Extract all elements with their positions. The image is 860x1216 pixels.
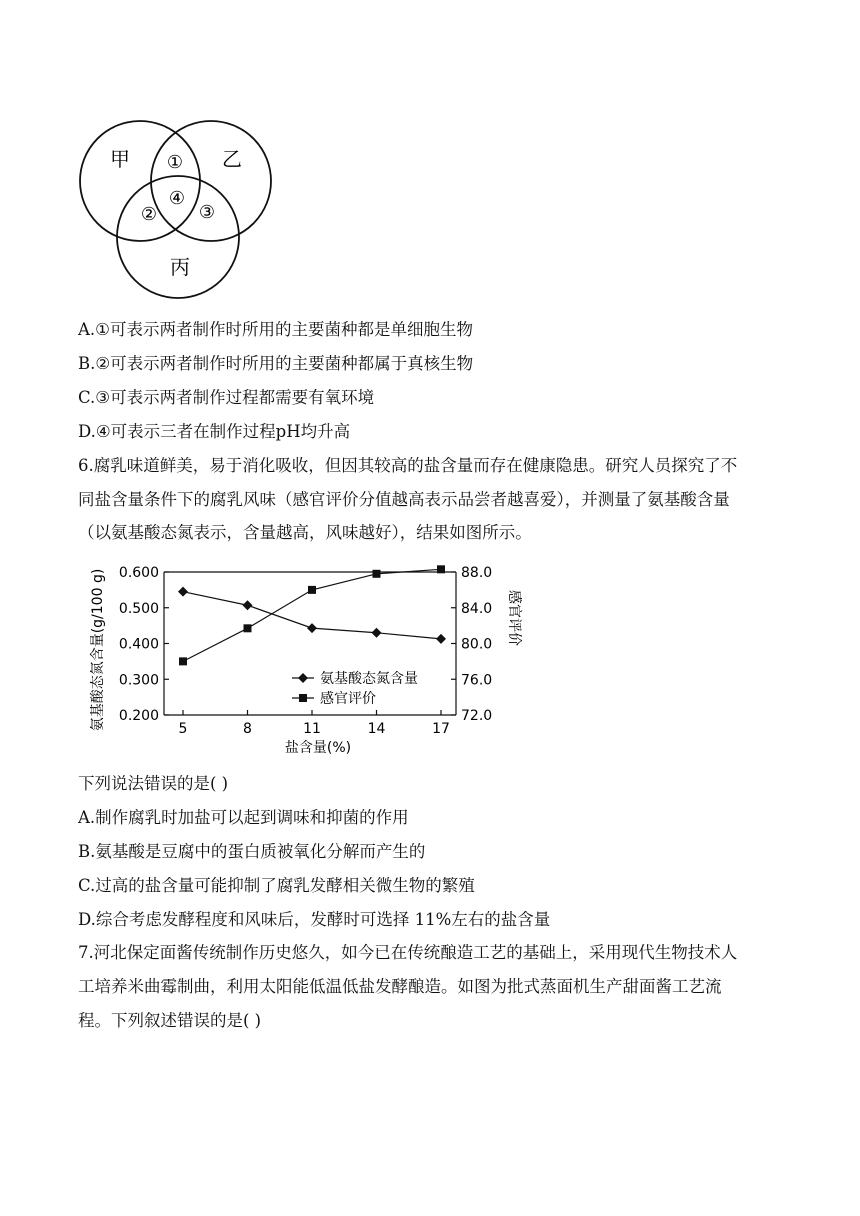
data-point-sensory xyxy=(244,624,252,632)
legend-marker-diamond xyxy=(298,673,308,683)
q6-stem-line1: 6.腐乳味道鲜美，易于消化吸收，但因其较高的盐含量而存在健康隐患。研究人员探究了不 xyxy=(78,456,738,475)
venn-region-3: ③ xyxy=(198,202,216,223)
y-right-tick-label: 76.0 xyxy=(461,672,493,689)
y-left-tick-label: 0.600 xyxy=(118,565,159,581)
venn-region-4: ④ xyxy=(168,188,186,209)
x-tick-label: 8 xyxy=(243,721,252,737)
data-point-amino-nitrogen xyxy=(307,623,317,633)
q6-option-c: C.过高的盐含量可能抑制了腐乳发酵相关微生物的繁殖 xyxy=(78,876,475,895)
data-point-amino-nitrogen xyxy=(372,628,382,638)
y-right-tick-label: 88.0 xyxy=(461,565,493,581)
q5-option-a: A.①可表示两者制作时所用的主要菌种都是单细胞生物 xyxy=(78,320,473,339)
legend xyxy=(292,670,418,707)
series-line-sensory xyxy=(183,569,441,661)
y-right-tick-label: 72.0 xyxy=(461,708,493,724)
legend-label-sensory: 感官评价 xyxy=(320,691,376,707)
y-left-tick-label: 0.500 xyxy=(118,600,159,617)
y-left-tick-label: 0.400 xyxy=(118,636,159,653)
venn-circle-yi xyxy=(151,121,271,241)
q7-stem-line1: 7.河北保定面酱传统制作历史悠久，如今已在传统酿造工艺的基础上，采用现代生物技术人 xyxy=(78,943,738,962)
legend-marker-square xyxy=(299,694,307,702)
venn-region-1: ① xyxy=(166,152,184,173)
y-left-tick-label: 0.300 xyxy=(118,672,159,689)
q5-option-b: B.②可表示两者制作时所用的主要菌种都属于真核生物 xyxy=(78,354,474,373)
y-axis-left-label: 氨基酸态氮含量(g/100 g) xyxy=(90,568,106,732)
q6-stem-line3: （以氨基酸态氮表示，含量越高，风味越好），结果如图所示。 xyxy=(78,523,532,542)
data-point-sensory xyxy=(179,657,187,665)
y-axis-right-label: 感官评价 xyxy=(506,590,522,646)
q7-stem-line3: 程。下列叙述错误的是( ) xyxy=(78,1011,262,1030)
y-right-tick-label: 80.0 xyxy=(461,636,493,653)
data-point-sensory xyxy=(308,586,316,594)
x-axis-label: 盐含量(%) xyxy=(284,740,352,756)
y-left-tick-label: 0.200 xyxy=(118,708,159,724)
q7-stem-line2: 工培养米曲霉制曲，利用太阳能低温低盐发酵酿造。如图为批式蒸面机生产甜面酱工艺流 xyxy=(78,977,722,996)
q5-option-d: D.④可表示三者在制作过程pH均升高 xyxy=(78,422,351,441)
venn-label-yi: 乙 xyxy=(222,147,242,171)
data-point-sensory xyxy=(373,570,381,578)
data-point-amino-nitrogen xyxy=(436,634,446,644)
x-tick-label: 11 xyxy=(303,721,321,737)
x-tick-label: 17 xyxy=(432,721,450,737)
y-right-tick-label: 84.0 xyxy=(461,600,493,617)
data-point-sensory xyxy=(437,565,445,573)
x-tick-label: 14 xyxy=(367,721,386,737)
q6-option-a: A.制作腐乳时加盐可以起到调味和抑菌的作用 xyxy=(78,808,409,827)
venn-label-bing: 丙 xyxy=(170,255,190,279)
salt-content-chart xyxy=(80,558,530,768)
data-point-amino-nitrogen xyxy=(243,600,253,610)
q6-option-d: D.综合考虑发酵程度和风味后，发酵时可选择 11%左右的盐含量 xyxy=(78,910,551,929)
q6-question: 下列说法错误的是( ) xyxy=(78,774,229,793)
venn-diagram xyxy=(72,108,282,304)
q5-option-c: C.③可表示两者制作过程都需要有氧环境 xyxy=(78,388,375,407)
q6-stem-line2: 同盐含量条件下的腐乳风味（感官评价分值越高表示品尝者越喜爱），并测量了氨基酸含量 xyxy=(78,490,730,509)
legend-label-amino: 氨基酸态氮含量 xyxy=(320,671,418,687)
q6-option-b: B.氨基酸是豆腐中的蛋白质被氧化分解而产生的 xyxy=(78,842,426,861)
data-point-amino-nitrogen xyxy=(178,587,188,597)
venn-region-2: ② xyxy=(140,204,158,225)
venn-label-jia: 甲 xyxy=(110,147,130,171)
x-tick-label: 5 xyxy=(178,721,188,737)
